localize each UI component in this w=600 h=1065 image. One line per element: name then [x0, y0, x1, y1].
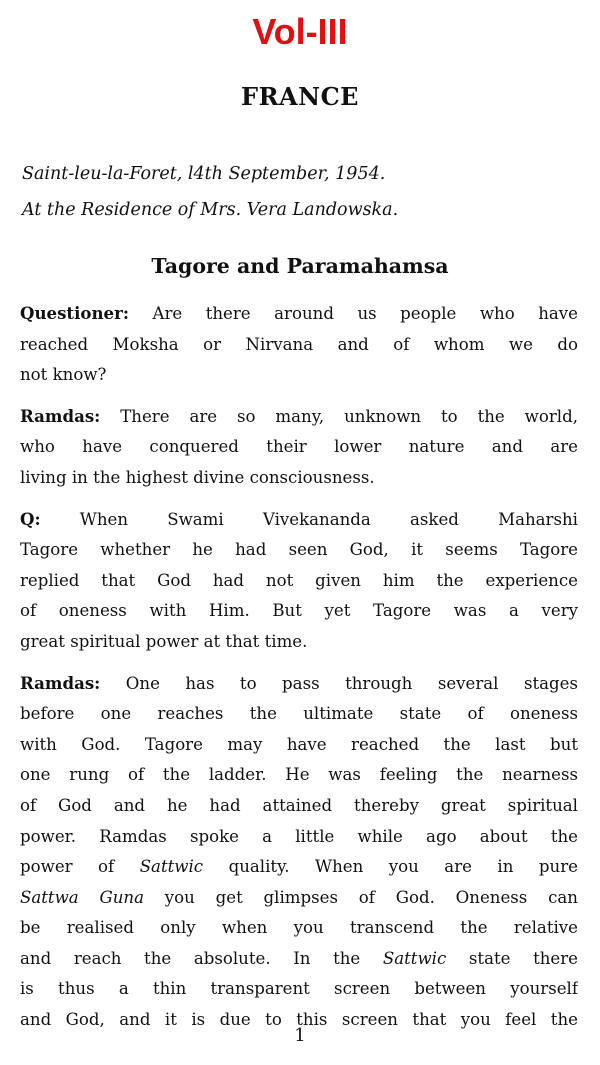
speaker-label: Ramdas: — [20, 672, 101, 693]
chapter-title: FRANCE — [241, 82, 359, 111]
text-line: power. Ramdas spoke a little while ago about the — [20, 826, 578, 846]
text-line: replied that God had not given him the experience — [20, 570, 578, 590]
text-line: be realised only when you transcend the relative — [20, 918, 578, 938]
line-text: Are there around us people who have — [128, 304, 578, 323]
text-line: and God, and it is due to this screen that you feel the — [20, 1010, 578, 1030]
speaker-label: Questioner: — [20, 303, 129, 323]
text-line: one rung of the ladder. He was feeling the nearness — [20, 765, 578, 785]
text-line: Tagore whether he had seen God, it seems Tagore — [20, 540, 578, 560]
dialogue-paragraph — [20, 401, 578, 494]
text-line: not know? — [20, 365, 107, 385]
line-text: One has to pass through several stages — [100, 673, 578, 693]
text-line — [20, 504, 578, 536]
text-line: great spiritual power at that time. — [20, 631, 308, 651]
text-line: reached Moksha or Nirvana and of whom we do — [20, 334, 578, 354]
line-text: power of — [20, 857, 140, 877]
dialogue-body — [20, 298, 578, 1046]
speaker-label: Q: — [20, 508, 41, 529]
page-number: 1 — [294, 1025, 306, 1046]
text-line — [20, 401, 578, 433]
line-text: There are so many, unknown to the world, — [100, 406, 578, 426]
italic-term: Sattwic — [382, 948, 447, 968]
text-line: of God and he had attained thereby great spiritual — [20, 795, 578, 815]
text-line: who have conquered their lower nature and are — [20, 437, 578, 457]
text-line: is thus a thin transparent screen between yourself — [20, 979, 578, 999]
text-line — [20, 944, 578, 975]
volume-heading: Vol-III — [252, 11, 348, 52]
line-text: state there — [446, 948, 578, 968]
dialogue-paragraph — [20, 504, 578, 658]
text-line: before one reaches the ultimate state of oneness — [20, 704, 578, 724]
dialogue-paragraph — [20, 298, 578, 391]
italic-term: Sattwic — [139, 857, 204, 877]
text-line — [20, 668, 578, 700]
text-line — [20, 852, 578, 883]
text-line — [20, 298, 578, 330]
line-text: quality. When you are in pure — [203, 857, 578, 877]
speaker-label: Ramdas: — [20, 405, 101, 426]
line-text: you get glimpses of God. Oneness can — [144, 887, 578, 907]
dialogue-paragraph — [20, 668, 578, 1036]
line-text: When Swami Vivekananda asked Maharshi — [40, 509, 578, 529]
section-title: Tagore and Paramahamsa — [151, 254, 449, 278]
text-line: living in the highest divine consciousness. — [20, 467, 375, 487]
dateline-residence: At the Residence of Mrs. Vera Landowska. — [22, 200, 399, 220]
dateline-place-date: Saint-leu-la-Foret, l4th September, 1954. — [22, 164, 386, 184]
text-line: with God. Tagore may have reached the last but — [20, 734, 578, 754]
text-line — [20, 883, 578, 914]
dateline — [22, 156, 582, 228]
italic-term: Sattwa Guna — [20, 887, 145, 907]
line-text: and reach the absolute. In the — [20, 948, 383, 968]
text-line: of oneness with Him. But yet Tagore was a very — [20, 601, 578, 621]
